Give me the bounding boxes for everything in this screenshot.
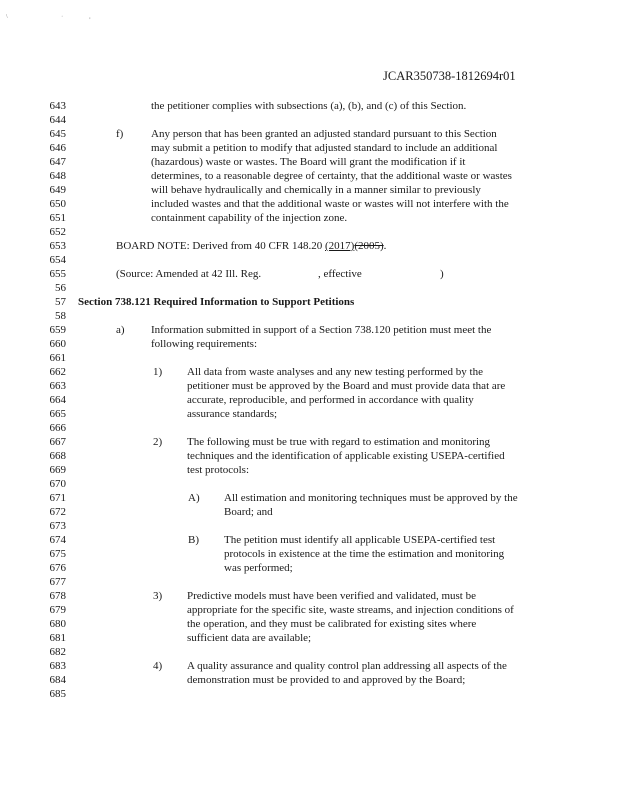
text-line: containment capability of the injection zone. [151, 212, 348, 224]
line-number: 683 [49, 660, 66, 672]
line-number: 662 [49, 366, 66, 378]
line-number: 647 [49, 156, 66, 168]
text-line: may submit a petition to modify that adjusted standard to include an additional [151, 142, 498, 154]
line-number: 679 [49, 604, 66, 616]
text-line: the operation, and they must be calibrated for existing sites where [187, 618, 477, 630]
board-note-text: BOARD NOTE: Derived from 40 CFR 148.20 [116, 240, 325, 252]
text-line: accurate, reproducible, and performed in accordance with quality [187, 394, 474, 406]
line-number: 664 [49, 394, 66, 406]
text-line: appropriate for the specific site, waste streams, and injection conditions of [187, 604, 514, 616]
source-note-effective: , effective [318, 268, 362, 280]
line-number: 56 [55, 282, 66, 294]
line-number: 666 [49, 422, 66, 434]
line-number: 652 [49, 226, 66, 238]
line-number: 57 [55, 296, 66, 308]
line-number: 680 [49, 618, 66, 630]
text-line: All data from waste analyses and any new testing performed by the [187, 366, 483, 378]
line-number: 681 [49, 632, 66, 644]
line-number: 651 [49, 212, 66, 224]
line-number: 654 [49, 254, 66, 266]
item-marker-3: 3) [153, 590, 163, 602]
item-marker-1: 1) [153, 366, 163, 378]
line-number: 659 [49, 324, 66, 336]
line-number: 663 [49, 380, 66, 392]
line-number: 678 [49, 590, 66, 602]
text-line: demonstration must be provided to and approved by the Board; [187, 674, 466, 686]
text-line: The following must be true with regard to estimation and monitoring [187, 436, 491, 448]
text-line: following requirements: [151, 338, 258, 350]
line-number: 671 [49, 492, 66, 504]
line-number: 648 [49, 170, 66, 182]
section-heading: Section 738.121 Required Information to Support Petitions [78, 296, 355, 308]
line-number: 645 [49, 128, 66, 140]
item-marker-2: 2) [153, 436, 163, 448]
line-number: 682 [49, 646, 66, 658]
text-line: The petition must identify all applicable USEPA-certified test [224, 534, 496, 546]
source-note-start: (Source: Amended at 42 Ill. Reg. [116, 268, 262, 280]
item-marker-4: 4) [153, 660, 163, 672]
line-number: 677 [49, 576, 66, 588]
line-number: 672 [49, 506, 66, 518]
text-line: sufficient data are available; [187, 632, 312, 644]
line-number: 676 [49, 562, 66, 574]
line-number: 685 [49, 688, 66, 700]
text-line: All estimation and monitoring techniques must be approved by the [224, 492, 518, 504]
line-number: 643 [49, 100, 66, 112]
text-line: test protocols: [187, 464, 250, 476]
line-number: 668 [49, 450, 66, 462]
line-number: 650 [49, 198, 66, 210]
line-number: 673 [49, 520, 66, 532]
text-line: petitioner must be approved by the Board and must provide data that are [187, 380, 506, 392]
line-number: 675 [49, 548, 66, 560]
text-line: assurance standards; [187, 408, 278, 420]
line-number: 644 [49, 114, 66, 126]
text-line: protocols in existence at the time the estimation and monitoring [224, 548, 505, 560]
item-marker-A: A) [188, 492, 200, 504]
text-line: techniques and the identification of applicable existing USEPA-certified [187, 450, 505, 462]
line-number: 660 [49, 338, 66, 350]
text-line: included wastes and that the additional waste or wastes will not interfere with the [151, 198, 509, 210]
board-note [116, 240, 386, 252]
line-number: 646 [49, 142, 66, 154]
board-note-end: . [383, 240, 387, 252]
text-line: Board; and [224, 506, 273, 518]
line-number: 684 [49, 674, 66, 686]
text-line: was performed; [224, 562, 293, 574]
line-number: 661 [49, 352, 66, 364]
deleted-text: (2005) [354, 240, 384, 252]
text-line: determines, to a reasonable degree of certainty, that the additional waste or wastes [151, 170, 512, 182]
line-number: 667 [49, 436, 66, 448]
subsection-marker-f: f) [116, 128, 124, 140]
line-number: 669 [49, 464, 66, 476]
subsection-marker-a: a) [116, 324, 125, 336]
text-line: will behave hydraulically and chemically in a manner similar to previously [151, 184, 481, 196]
text-line: Information submitted in support of a Section 738.120 petition must meet the [151, 324, 492, 336]
line-number: 674 [49, 534, 66, 546]
source-note-end: ) [440, 268, 444, 280]
line-number: 649 [49, 184, 66, 196]
inserted-text: (2017) [325, 240, 355, 252]
line-number: 653 [49, 240, 66, 252]
text-line: (hazardous) waste or wastes. The Board will grant the modification if it [151, 156, 466, 168]
item-marker-B: B) [188, 534, 199, 546]
line-number: 58 [55, 310, 66, 322]
line-number: 670 [49, 478, 66, 490]
scan-specks: \ ·, [6, 14, 117, 20]
text-line: Any person that has been granted an adjusted standard pursuant to this Section [151, 128, 497, 140]
text-line: A quality assurance and quality control plan addressing all aspects of the [187, 660, 507, 672]
document-id: JCAR350738-1812694r01 [383, 69, 516, 83]
line-number: 655 [49, 268, 66, 280]
text-line: Predictive models must have been verified and validated, must be [187, 590, 476, 602]
text-line: the petitioner complies with subsections (a), (b), and (c) of this Section. [151, 100, 467, 112]
line-number: 665 [49, 408, 66, 420]
